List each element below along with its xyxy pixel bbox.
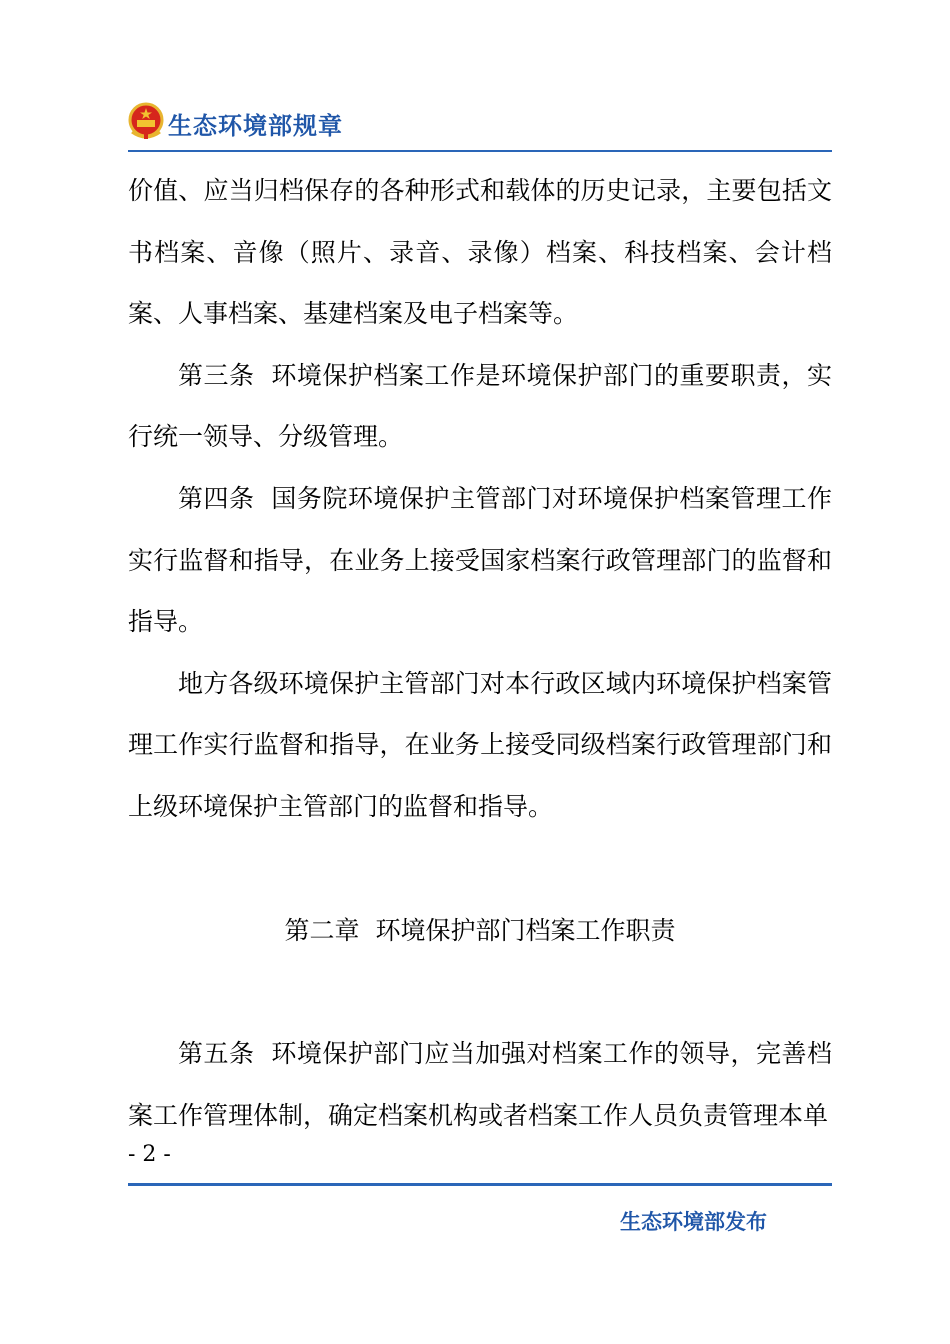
paragraph-continuation: 价值、应当归档保存的各种形式和载体的历史记录，主要包括文书档案、音像（照片、录音、录像）档案、科技档案、会计档案、人事档案、基建档案及电子档案等。 [128,176,832,329]
national-emblem-icon [128,102,164,140]
article-4: 第四条 国务院环境保护主管部门对环境保护档案管理工作实行监督和指导，在业务上接受国家档案行政管理部门的监督和指导。 [128,483,832,637]
page-number: - 2 - [128,1142,171,1167]
chapter-heading: 第二章 环境保护部门档案工作职责 [284,915,676,945]
article-5: 第五条 环境保护部门应当加强对档案工作的领导，完善档案工作管理体制，确定档案机构或者档案工作人员负责管理本单 [128,1039,832,1130]
header-divider [128,150,832,152]
page-header [128,100,832,148]
footer-publisher: 生态环境部发布 [620,1210,767,1234]
article-3: 第三条 环境保护档案工作是环境保护部门的重要职责，实行统一领导、分级管理。 [128,360,832,452]
footer-divider [128,1183,832,1186]
article-4-paragraph-2: 地方各级环境保护主管部门对本行政区域内环境保护档案管理工作实行监督和指导，在业务上接受同级档案行政管理部门和上级环境保护主管部门的监督和指导。 [128,668,832,821]
document-body [128,160,832,1146]
header-title: 生态环境部规章 [168,112,343,140]
